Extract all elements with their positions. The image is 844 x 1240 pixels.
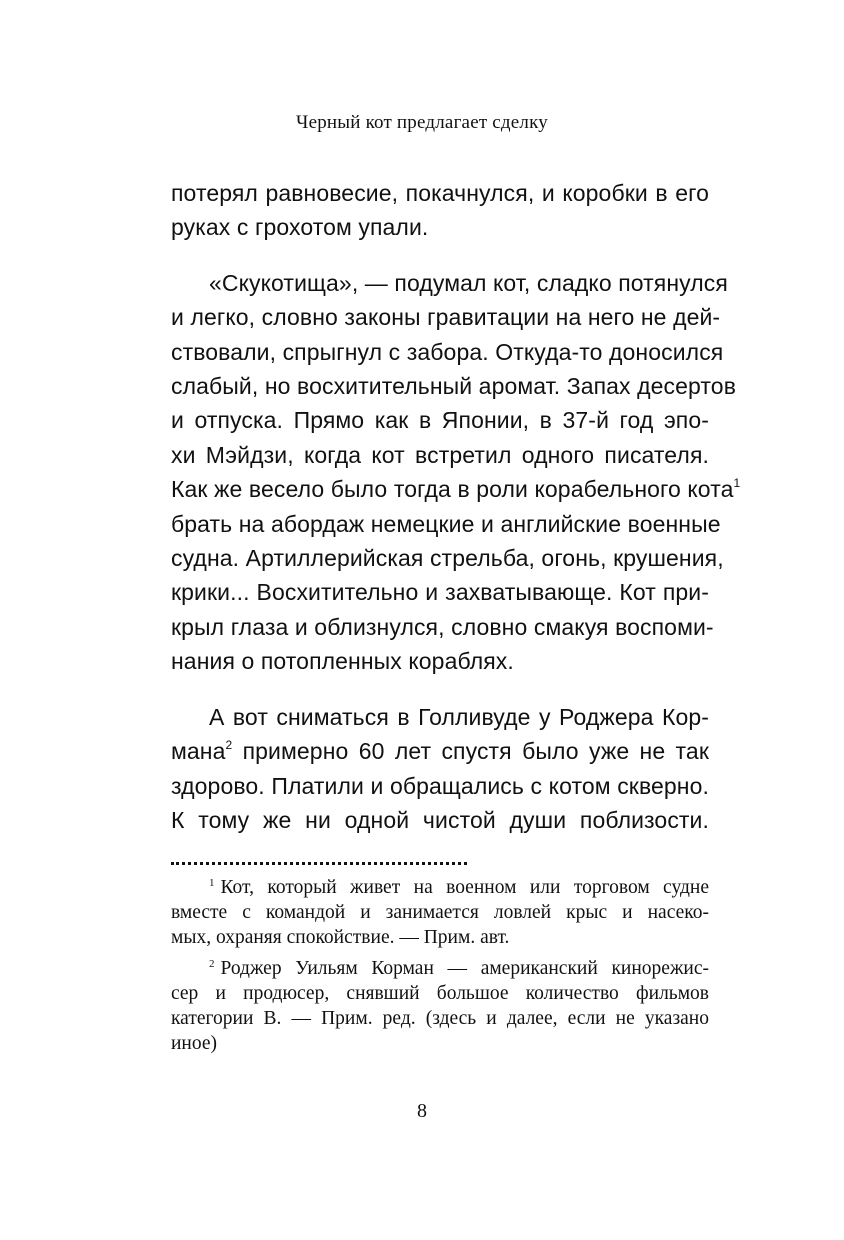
- text-line: крыл глаза и облизнулся, словно смакуя воспоми-: [171, 613, 714, 640]
- footnote-separator: [171, 862, 467, 865]
- footnote-line: иное): [171, 1032, 218, 1054]
- footnote-marker: 2: [209, 958, 215, 971]
- text-line-content: Как же весело было тогда в роли корабельного кота: [171, 476, 734, 503]
- footnote-1: [171, 876, 709, 950]
- footnote-2: [171, 957, 709, 1056]
- footnote-ref-2[interactable]: 2: [225, 738, 233, 753]
- running-head: Черный кот предлагает сделку: [296, 112, 548, 133]
- page-number: 8: [417, 1100, 427, 1122]
- footnote-text: Роджер Уильям Корман — американский кинорежис-: [220, 958, 709, 980]
- text-line: [171, 472, 741, 506]
- paragraph-2: [171, 266, 741, 679]
- footnote-line: сер и продюсер, снявший большое количество фильмов: [171, 983, 709, 1005]
- text-line: нания о потопленных кораблях.: [171, 648, 514, 675]
- text-line: хи Мэйдзи, когда кот встретил одного писателя.: [171, 441, 709, 468]
- footnote-ref-1[interactable]: 1: [733, 476, 741, 491]
- footnote-marker: 1: [209, 877, 215, 889]
- text-line: «Скукотища», — подумал кот, сладко потянулся: [209, 269, 728, 296]
- footnote-line: мых, охраняя спокойствие. — Прим. авт.: [171, 926, 510, 948]
- text-line: судна. Артиллерийская стрельба, огонь, крушения,: [171, 545, 724, 572]
- text-line: руках с грохотом упали.: [171, 214, 429, 241]
- paragraph-3: [171, 700, 709, 838]
- text-line: и легко, словно законы гравитации на него не дей-: [171, 304, 721, 331]
- text-line: брать на абордаж немецкие и английские военные: [171, 510, 721, 537]
- text-line: здорово. Платили и обращались с котом скверно.: [171, 772, 709, 799]
- text-line: потерял равновесие, покачнулся, и коробки в его: [171, 180, 709, 206]
- text-line: слабый, но восхитительный аромат. Запах десертов: [171, 373, 737, 400]
- footnote-line: вместе с командой и занимается ловлей крыс и насеко-: [171, 901, 709, 923]
- text-line: ствовали, спрыгнул с забора. Откуда-то доносился: [171, 338, 724, 365]
- footnote-line: категории B. — Прим. ред. (здесь и далее, если не указано: [171, 1007, 709, 1029]
- text-line-rest: примерно 60 лет спустя было уже не так: [232, 738, 709, 765]
- text-line: [171, 734, 709, 768]
- footnote-text: Кот, который живет на военном или торговом судне: [220, 877, 709, 898]
- text-line: К тому же ни одной чистой души поблизости.: [171, 806, 709, 833]
- text-line-start: мана: [171, 738, 226, 765]
- footnotes: [171, 876, 709, 1057]
- text-line: крики... Восхитительно и захватывающе. Кот при-: [171, 579, 709, 606]
- body-text: [171, 176, 741, 837]
- footnote-line: [171, 876, 709, 901]
- footnote-line: [171, 957, 709, 982]
- paragraph-1: [171, 176, 709, 245]
- text-line: и отпуска. Прямо как в Японии, в 37-й год эпо-: [171, 407, 709, 434]
- text-line: А вот сниматься в Голливуде у Роджера Кор-: [209, 703, 709, 730]
